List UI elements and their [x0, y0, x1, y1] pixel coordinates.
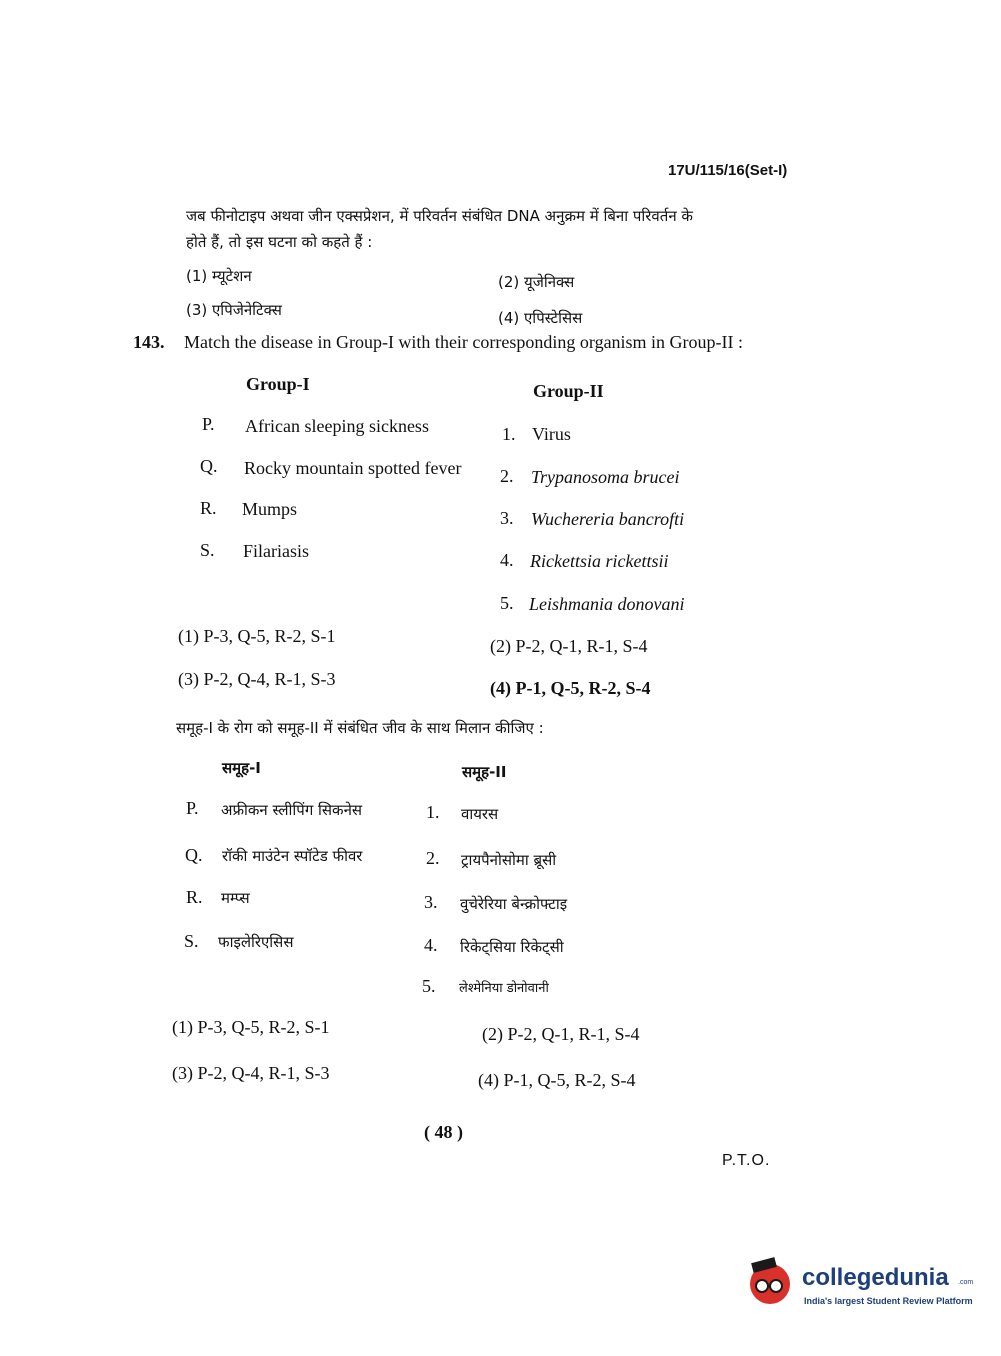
- q143-hindi-g1-text-s: फाइलेरिएसिस: [218, 933, 294, 951]
- q142-hindi-option-2: (2) यूजेनिक्स: [498, 273, 575, 291]
- q142-hindi-option-1: (1) म्यूटेशन: [186, 267, 252, 285]
- q143-hindi-g2-text-1: वायरस: [461, 805, 499, 823]
- q143-g2-label-5: 5.: [500, 593, 514, 613]
- q143-hindi-g1-label-p: P.: [186, 798, 199, 818]
- q143-g1-text-p: African sleeping sickness: [245, 416, 429, 436]
- q143-hindi-option-1: (1) P-3, Q-5, R-2, S-1: [172, 1017, 330, 1037]
- q143-hindi-g1-label-q: Q.: [185, 845, 203, 865]
- q143-hindi-option-3: (3) P-2, Q-4, R-1, S-3: [172, 1063, 330, 1083]
- q143-hindi-group1-title: समूह-I: [222, 759, 261, 777]
- q143-g1-text-r: Mumps: [242, 499, 298, 519]
- q143-g2-label-3: 3.: [500, 508, 514, 528]
- paper-code: 17U/115/16(Set-I): [668, 162, 788, 179]
- q143-g2-text-2: Trypanosoma brucei: [531, 467, 680, 487]
- q143-option-2: (2) P-2, Q-1, R-1, S-4: [490, 636, 648, 656]
- q143-g1-label-p: P.: [202, 414, 215, 434]
- q143-hindi-g1-text-q: रॉकी माउंटेन स्पॉटेड फीवर: [222, 847, 363, 865]
- q143-g1-label-s: S.: [200, 540, 215, 560]
- collegedunia-logo-icon: [744, 1256, 796, 1308]
- q142-hindi-option-4: (4) एपिस्टेसिस: [498, 309, 583, 327]
- q143-g1-text-s: Filariasis: [243, 541, 309, 561]
- brand-name: collegedunia: [802, 1264, 949, 1291]
- q143-g2-label-4: 4.: [500, 550, 514, 570]
- q143-group1-title: Group-I: [246, 374, 310, 394]
- q143-hindi-group2-title: समूह-II: [462, 763, 507, 781]
- q142-hindi-line2: होते हैं, तो इस घटना को कहते हैं :: [186, 233, 373, 251]
- q143-hindi-g1-text-p: अफ्रीकन स्लीपिंग सिकनेस: [221, 801, 363, 819]
- q143-g2-text-5: Leishmania donovani: [529, 594, 685, 614]
- q143-hindi-g2-label-2: 2.: [426, 848, 440, 868]
- brand-tagline: India's largest Student Review Platform: [804, 1296, 973, 1306]
- q143-hindi-question: समूह-I के रोग को समूह-II में संबंधित जीव के साथ मिलान कीजिए :: [176, 719, 544, 737]
- q143-hindi-g2-text-3: वुचेरेरिया बेन्क्रोफ्टाइ: [460, 895, 568, 913]
- q143-g2-text-1: Virus: [532, 424, 571, 444]
- q143-g2-label-1: 1.: [502, 424, 516, 444]
- q143-hindi-option-4: (4) P-1, Q-5, R-2, S-4: [478, 1070, 636, 1090]
- q143-g2-text-3: Wuchereria bancrofti: [531, 509, 685, 529]
- q143-hindi-g1-label-r: R.: [186, 887, 203, 907]
- q142-hindi-line1: जब फीनोटाइप अथवा जीन एक्सप्रेशन, में परिवर्तन संबंधित DNA अनुक्रम में बिना परिवर्तन के: [186, 207, 693, 225]
- page-number: ( 48 ): [424, 1122, 463, 1142]
- q143-number: 143.: [133, 332, 165, 352]
- q143-g2-label-2: 2.: [500, 466, 514, 486]
- q143-hindi-g1-label-s: S.: [184, 931, 199, 951]
- q143-option-1: (1) P-3, Q-5, R-2, S-1: [178, 626, 336, 646]
- pto-label: P.T.O.: [722, 1152, 771, 1169]
- q143-hindi-g2-label-3: 3.: [424, 892, 438, 912]
- q143-hindi-g1-text-r: मम्प्स: [221, 889, 250, 907]
- q143-hindi-g2-label-5: 5.: [422, 976, 436, 996]
- q143-hindi-g2-text-5: लेश्मेनिया डोनोवानी: [459, 981, 549, 996]
- q142-hindi-option-3: (3) एपिजेनेटिक्स: [186, 301, 282, 319]
- q143-hindi-g2-text-4: रिकेट्सिया रिकेट्सी: [460, 938, 564, 956]
- q143-g1-text-q: Rocky mountain spotted fever: [244, 458, 462, 478]
- q143-group2-title: Group-II: [533, 381, 604, 401]
- q143-g1-label-r: R.: [200, 498, 217, 518]
- q143-hindi-option-2: (2) P-2, Q-1, R-1, S-4: [482, 1024, 640, 1044]
- q143-question: Match the disease in Group-I with their corresponding organism in Group-II :: [184, 332, 744, 352]
- q143-g2-text-4: Rickettsia rickettsii: [530, 551, 669, 571]
- q143-option-3: (3) P-2, Q-4, R-1, S-3: [178, 669, 336, 689]
- q143-option-4: (4) P-1, Q-5, R-2, S-4: [490, 678, 651, 698]
- q143-g1-label-q: Q.: [200, 456, 218, 476]
- q143-hindi-g2-label-1: 1.: [426, 802, 440, 822]
- q143-hindi-g2-text-2: ट्रायपैनोसोमा ब्रूसी: [461, 851, 557, 869]
- brand-suffix: .com: [958, 1279, 974, 1286]
- q143-hindi-g2-label-4: 4.: [424, 935, 438, 955]
